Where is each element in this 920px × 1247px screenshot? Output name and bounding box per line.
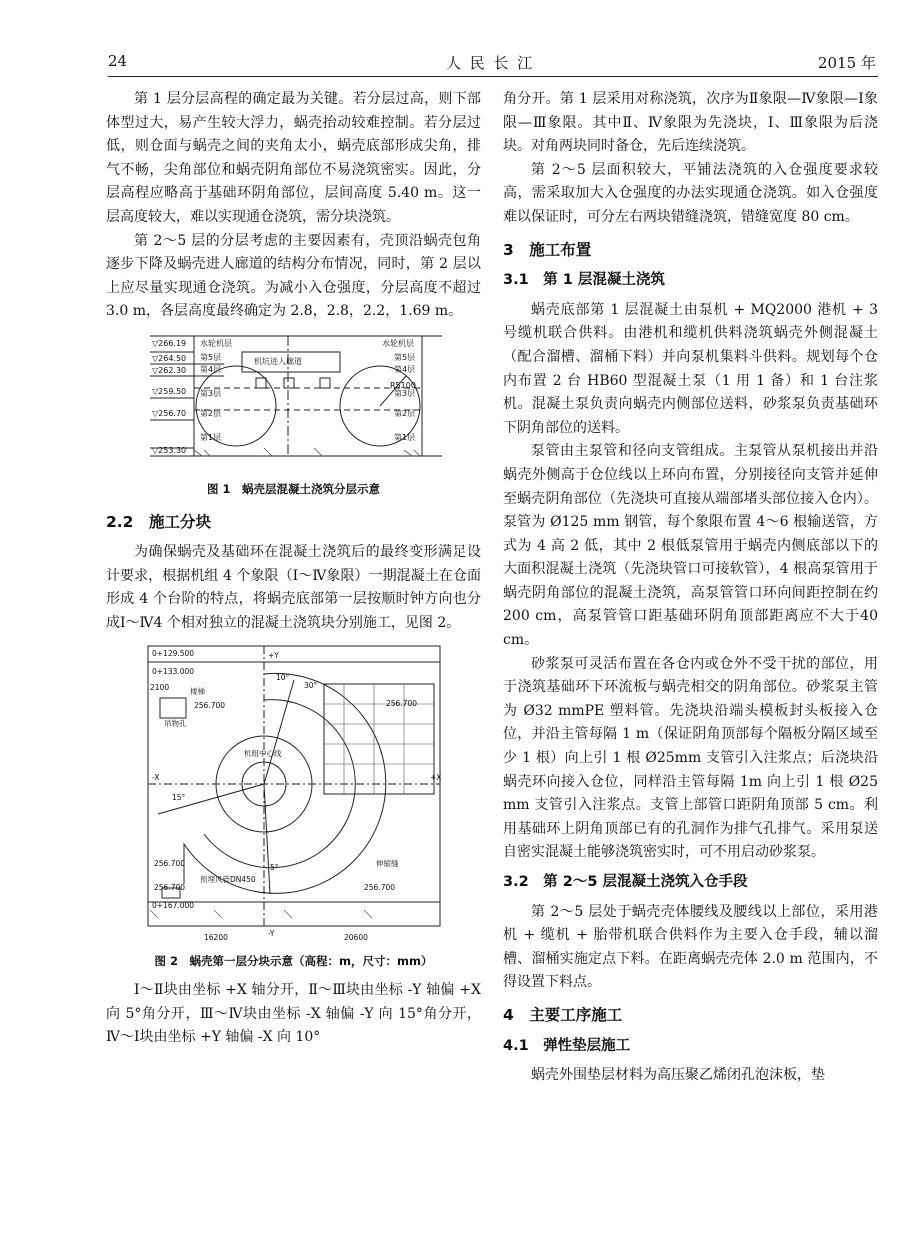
paragraph: 第 2～5 层处于蜗壳壳体腰线及腰线以上部位，采用港机 + 缆机 + 胎带机联合供料作为主要入仓手段，辅以溜槽、溜桶实施定点下料。在距离蜗壳壳体 2.0 m 范围内，不得设置下料点。: [503, 903, 878, 991]
paragraph: 第 2～5 层的分层考虑的主要因素有，壳顶沿蜗壳包角逐步下降及蜗壳进人廊道的结构分布情况，同时，第 2 层以上应尽量实现通仓浇筑。为减小入仓强度，分层高度不超过 3.0 m，各层高度最终确定为 2.8，2.8，2.2，1.69 m。: [106, 232, 481, 320]
figure-1-caption: 图 1 蜗壳层混凝土浇筑分层示意: [206, 481, 380, 496]
paragraph: 第 2～5 层面积较大，平铺法浇筑的入仓强度要求较高，需采取加大入仓强度的办法实现通仓浇筑。如入仓强度难以保证时，可分左右两块错缝浇筑，错缝宽度 80 cm。: [503, 161, 878, 225]
elevation-label: ▽253.30: [151, 445, 186, 455]
elevation-label: 256.700: [385, 698, 417, 708]
layer-label: 第1层: [199, 432, 221, 442]
dimension-label: 20600: [343, 932, 368, 942]
layer-label: 第4层: [199, 364, 221, 374]
layer-label: 第5层: [199, 352, 221, 362]
layer-label: 第2层: [393, 408, 415, 418]
figure-2: [144, 644, 444, 944]
coord-label: 0+133.000: [151, 666, 194, 676]
turbine-layer-label: 水轮机层: [199, 338, 232, 348]
section-heading-3-2: 3.2 第 2～5 层混凝土浇筑入仓手段: [503, 874, 748, 890]
elevation-label: 256.700: [193, 700, 225, 710]
section-heading-2-2: 2.2 施工分块: [106, 512, 211, 531]
dimension-label: 16200: [203, 932, 228, 942]
right-column: [503, 88, 878, 1088]
journal-name: 人 民 长 江: [446, 54, 535, 72]
paragraph: 蜗壳外围垫层材料为高压聚乙烯闭孔泡沫板，垫: [531, 1067, 825, 1084]
elevation-label: 256.700: [153, 858, 185, 868]
section-heading-3-1: 3.1 第 1 层混凝土浇筑: [503, 272, 665, 289]
layer-label: 第3层: [199, 388, 221, 398]
figure-2-caption: 图 2 蜗壳第一层分块示意（高程：m，尺寸：mm）: [154, 953, 433, 968]
elevation-label: 256.700: [363, 882, 395, 892]
elevation-label: ▽262.30: [151, 365, 186, 375]
angle-label: 30°: [303, 680, 317, 690]
hoist-hole-label: 吊物孔: [163, 718, 186, 728]
turbine-layer-label: 水轮机层: [381, 338, 414, 348]
unit-center-label: 机组中心线: [243, 748, 281, 758]
stair-label: 楼梯: [189, 686, 205, 696]
paragraph: 泵管由主泵管和径向支管组成。主泵管从泵机接出并沿蜗壳外侧高于仓位线以上环向布置，分别接径向支管并延伸至蜗壳阴角部位（先浇块可直接从端部堵头部位接入仓内）。泵管为 Ø125 mm 钢管，每个象限布置 4～6 根输送管，方式为 4 高 2 低，其中 2 根低泵管用于蜗壳内侧底部以下的大面积混凝土浇筑（先浇块管口可接软管），4 根高泵管用于蜗壳阴角部位的混凝土浇筑，高泵管管口环向间距控制在约 200 cm，高泵管管口距基础环阴角顶部距离应不大于40 cm。: [503, 443, 878, 649]
expansion-joint-label: 伸缩缝: [375, 858, 398, 868]
elevation-label: ▽266.19: [151, 338, 186, 348]
coord-label: 0+129.500: [151, 648, 194, 658]
paragraph: 砂浆泵可灵活布置在各仓内或仓外不受干扰的部位，用于浇筑基础环下环流板与蜗壳相交的阴角部位。砂浆泵主管为 Ø32 mmPE 塑料管。先浇块沿端头模板封头板接入仓位，并沿主管每隔 1 m（保证阴角顶部每个隔板分隔区域至少 1 根）向上引 1 根 Ø25mm 支管引入注浆点；后浇块沿蜗壳环向接入仓位，同样沿主管每隔 1m 向上引 1 根 Ø25 mm 支管引入注浆点。支管上部管口距阴角顶部 5 cm。利用基础环上阴角顶部已有的孔洞作为排气孔排气。采用泵送自密实混凝土能够浇筑密实时，可不用启动砂浆泵。: [503, 655, 878, 861]
year: 2015 年: [818, 54, 876, 72]
axis-label: -X: [151, 772, 159, 782]
section-heading-4: 4 主要工序施工: [503, 1005, 623, 1024]
radius-label: R5100: [389, 380, 416, 390]
page-number: 24: [108, 52, 128, 70]
paragraph: 蜗壳底部第 1 层混凝土由泵机 + MQ2000 港机 + 3 号缆机联合供料。由港机和缆机供料浇筑蜗壳外侧混凝土（配合溜槽、溜桶下料）并向泵机集料斗供料。规划每个仓内布置 2 台 HB60 型混凝土泵（1 用 1 备）和 1 台注浆机。混凝土泵负责向蜗壳内侧部位送料，砂浆泵负责基础环下阴角部位的送料。: [503, 301, 878, 436]
axis-label: -Y: [267, 928, 274, 938]
layer-label: 第4层: [393, 364, 415, 374]
angle-label: 5°: [269, 862, 279, 872]
section-heading-4-1: 4.1 弹性垫层施工: [503, 1037, 631, 1054]
figure-1: [144, 332, 444, 472]
section-heading-3: 3 施工布置: [503, 240, 592, 259]
elevation-label: 256.700: [153, 882, 185, 892]
paragraph: Ⅰ～Ⅱ块由坐标 +X 轴分开，Ⅱ～Ⅲ块由坐标 -Y 轴偏 +X 向 5°角分开，Ⅲ～Ⅳ块由坐标 -X 轴偏 -Y 向 15°角分开，Ⅳ～Ⅰ块由坐标 +Y 轴偏 -X 向 10°: [106, 982, 481, 1046]
axis-label: +X: [429, 772, 441, 782]
layer-label: 第1层: [393, 432, 415, 442]
passage-label: 机坑进人廊道: [253, 356, 302, 366]
elevation-label: ▽259.50: [151, 386, 186, 396]
layer-label: 第2层: [199, 408, 221, 418]
layer-label: 第5层: [393, 352, 415, 362]
left-column: [106, 88, 481, 1050]
paragraph: 为确保蜗壳及基础环在混凝土浇筑后的最终变形满足设计要求，根据机组 4 个象限（Ⅰ～Ⅳ象限）一期混凝土在仓面形成 4 个台阶的特点，将蜗壳底部第一层按顺时钟方向也分成Ⅰ～Ⅳ4 个相对独立的混凝土浇筑块分别施工，见图 2。: [106, 544, 481, 631]
angle-label: 10°: [275, 672, 289, 682]
paragraph: 角分开。第 1 层采用对称浇筑，次序为Ⅱ象限—Ⅳ象限—Ⅰ象限—Ⅲ象限。其中Ⅱ、Ⅳ象限为先浇块，Ⅰ、Ⅲ象限为后浇块。对角两块同时备仓，先后连续浇筑。: [503, 91, 878, 155]
header-rule: [108, 76, 878, 77]
layer-label: 第3层: [393, 388, 415, 398]
paragraph: 第 1 层分层高程的确定最为关键。若分层过高，则下部体型过大，易产生较大浮力，蜗壳抬动较难控制。若分层过低，则仓面与蜗壳之间的夹角太小，蜗壳底部形成尖角，排气不畅，尖角部位和蜗壳阴角部位不易浇筑密实。因此，分层高程应略高于基础环阴角部位，层间高度 5.40 m。这一层高度较大，难以实现通仓浇筑，需分块浇筑。: [106, 91, 481, 225]
coord-label: 0+167.000: [151, 900, 194, 910]
pipe-label: 预埋风管DN450: [199, 874, 256, 884]
elevation-label: ▽256.70: [151, 408, 186, 418]
angle-label: 15°: [171, 792, 185, 802]
dimension-label: 2100: [149, 682, 169, 692]
axis-label: +Y: [267, 650, 279, 660]
elevation-label: ▽264.50: [151, 353, 186, 363]
